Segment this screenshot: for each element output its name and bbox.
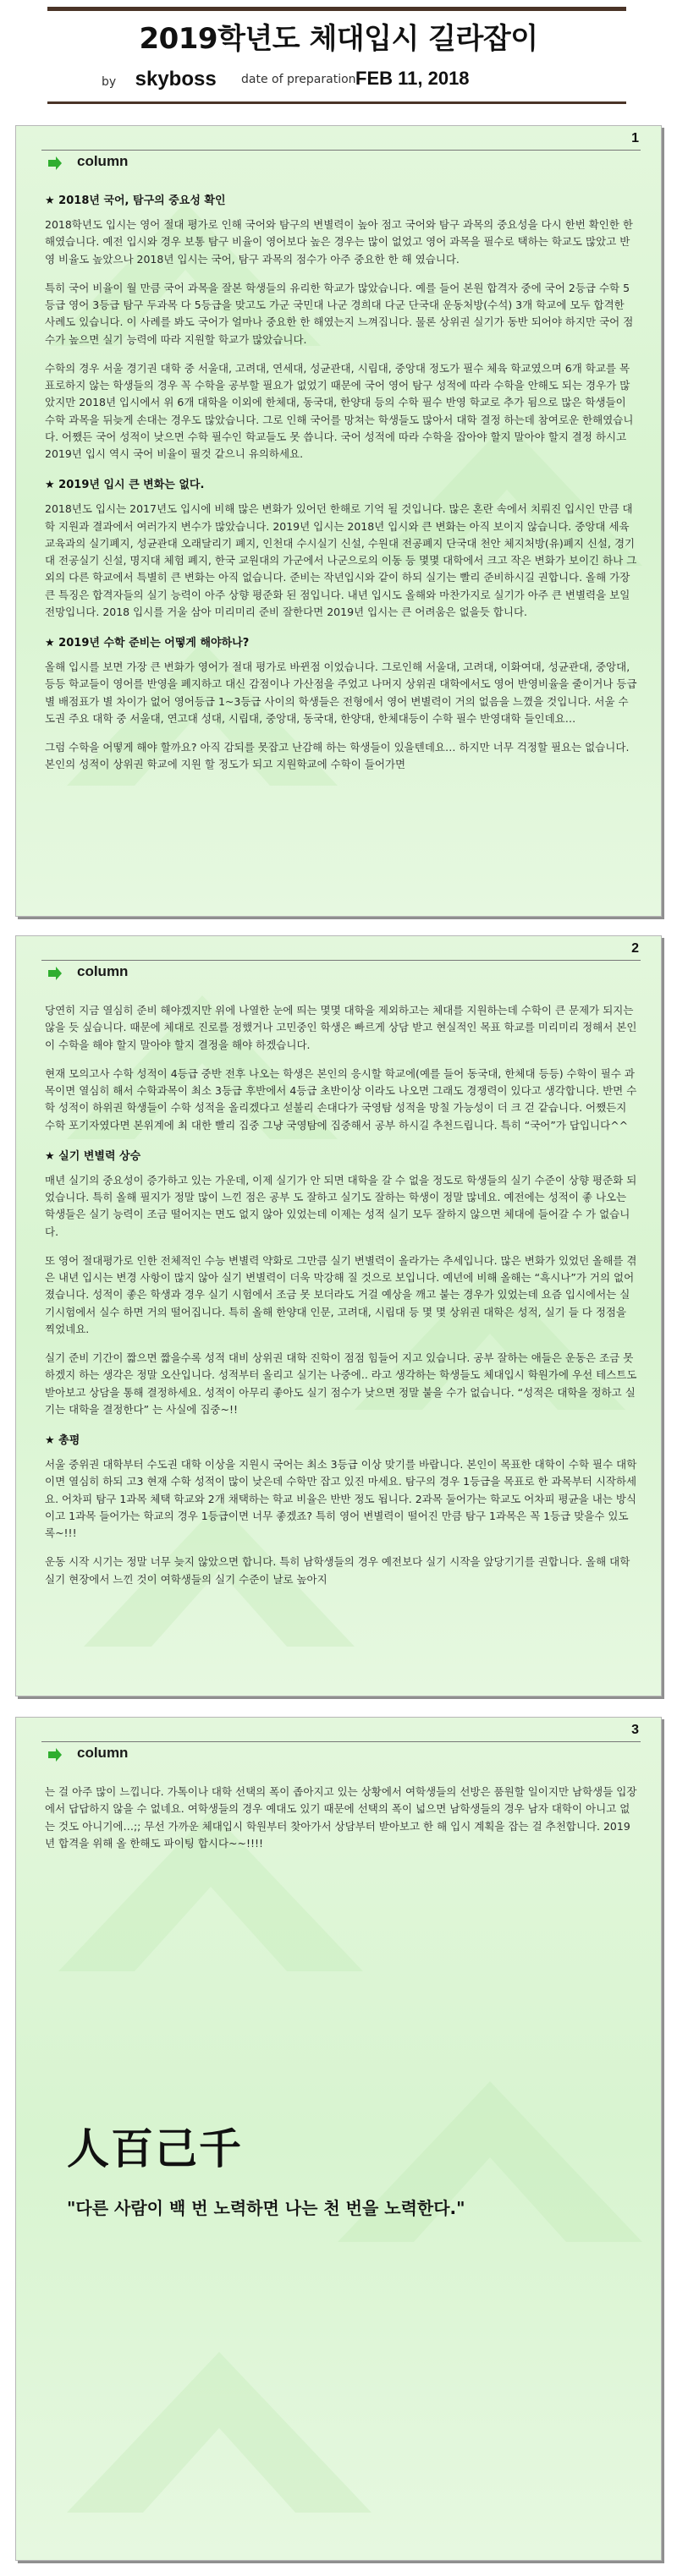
proverb-text: "다른 사람이 백 번 노력하면 나는 천 번을 노력한다.": [67, 2198, 465, 2218]
panel-number: 2: [631, 941, 639, 956]
paragraph: 는 걸 아주 많이 느낍니다. 가톡이나 대학 선택의 폭이 좁아지고 있는 상황에서 여학생들의 선방은 품원할 일이지만 남학생들 입장에서 답답하지 않을 수 없네요. 여학생들의 경우 예대도 있기 때문에 선택의 폭이 넓으면 남학생들의 경우 남자 대학이 아니고 없는 것도 아니기에…;; 무선 가까운 체대입시 학원부터 찾아가서 상담부터 받아보고 한 해 입시 계획을 잡는 걸 추천합니다. 2019년 합격을 위해 올 한해도 파이팅 합시다~~!!!!: [45, 1785, 637, 1850]
column-panel-1: [15, 125, 662, 917]
panel-rule: [41, 150, 641, 151]
panel-number: 3: [631, 1723, 639, 1737]
arrow-right-icon: [48, 156, 62, 170]
paragraph: 2018학년도 입시는 영어 절대 평가로 인해 국어와 탐구의 변별력이 높아 점고 국어와 탐구 과목의 중요성을 다시 한번 확인한 한해였습니다. 예전 입시와 경우 보통 탐구 비율이 영어보다 높은 경우는 많이 없었고 영어 과목을 필수로 택하는 학교도 많았고 반영 비율도 높았으나 2018년 입시는 국어, 탐구 과목의 점수가 아주 중요한 한 해 였습니다.: [45, 218, 634, 266]
section: [45, 1002, 637, 1134]
panel-header: [16, 1718, 661, 1765]
section-heading: ★ 총평: [45, 1434, 80, 1448]
section-heading: ★ 2019년 입시 큰 변화는 없다.: [45, 479, 205, 492]
paragraph: 현재 모의고사 수학 성적이 4등급 중반 전후 나오는 학생은 본인의 응시할 학교에(예를 들어 동국대, 한체대 등등) 수학이 필수 과목이면 열심히 해서 수학과목이 최소 3등급 후반에서 4등급 초반이상 이라도 나오면 그래도 경쟁력이 있다고 생각합니다. 반면 수학 성적이 하위권 학생들이 수학 성적을 올리겠다고 섣불리 손대다가 국영탐 성적을 망칠 가능성이 더 크 걷 같습니다. 어쨌든지 수학 포기자였다면 본위계에 최 대한 빨리 집중 그냥 국영탐에 집중해서 공부 하시길 추천드립니다. 특히 “국어”가 답입니다^^: [45, 1066, 637, 1132]
column-label: column: [77, 153, 129, 169]
panel-body: [45, 1002, 637, 1602]
paragraph: 2018년도 입시는 2017년도 입시에 비해 많은 변화가 있어던 한해로 기억 될 것입니다. 많은 혼란 속에서 치뤄진 입시인 만큼 대학 지원과 결과에서 여러가지 변수가 많았습니다. 2019년 입시는 2018년 입시와 큰 변화는 아직 보이지 않습니다. 중앙대 세육교육과의 실기폐지, 성균관대 오래달리기 폐지, 인천대 수시실기 신설, 수원대 전공폐지 단국대 천안 체지처방(유)폐지 신설, 경기대 전공실기 신설, 명지대 체험 폐지, 한국 교원대의 가군에서 나군으로의 이동 등 몇몇 대학에서 크고 작은 변화가 보이긴 하나 그외의 다른 학교에서 특별히 큰 변화는 아직 없습니다. 준비는 작년입시와 같이 하되 실기는 빨리 준비하시길 권합니다. 올해 가장 큰 특징은 합격자들의 실기 능력이 아주 상향 평준화 된 점입니다. 내년 입시도 올해와 마찬가지로 실기가 아주 큰 변별력을 보일 전망입니다. 2018 입시를 거울 삼아 미리미리 준비 잘한다면 2019년 입시는 큰 어려움은 없을듯 합니다.: [45, 502, 637, 618]
header-top-rule: [47, 7, 626, 11]
paragraph: 그럼 수학을 어떻게 해야 할까요? 아직 감되를 못잡고 난감해 하는 학생들이 있을텐데요… 하지만 너무 걱정할 필요는 없습니다. 본인의 성적이 상위권 학교에 지원 할 정도가 되고 지원학교에 수학이 들어가면: [45, 741, 630, 771]
paragraph: 서울 중위권 대학부터 수도권 대학 이상을 지원시 국어는 최소 3등급 이상 맞기를 바랍니다. 본인이 목표한 대학이 수학 필수 대학이면 열심히 하되 고3 현재 수학 성적이 많이 낮은데 수학만 잡고 있진 마세요. 탐구의 경우 1등급을 목표로 한 과목부터 시작하세요. 어차피 탐구 1과목 체택 학교와 2개 채택하는 학교 비율은 반반 정도 됩니다. 2과목 둘어가는 학교도 어차피 평균을 내는 방식이고 1과목 들어가는 학교의 경우 1등급이면 너무 좋겠죠? 특히 영어 변별력이 떨어진 만큼 탐구 1과목은 꼭 1등급 맞을수 있도록~!!!: [45, 1458, 637, 1540]
panel-number: 1: [631, 131, 639, 145]
section-heading: ★ 실기 변별력 상승: [45, 1149, 141, 1163]
paragraph: 수학의 경우 서울 경기권 대학 중 서울대, 고려대, 연세대, 성균관대, 시립대, 중앙대 정도가 필수 체육 학교였으며 6개 학교를 목표로하지 않는 학생들의 경우 꼭 수학을 공부할 필요가 없었기 때문에 국어 영어 탐구 성적에 따라 수학을 안해도 되는 경우가 많았지만 2018년 입시에서 위 6개 대학을 이외에 한체대, 동국대, 한양대 등의 수학 필수 반영 학교로 추가 됨으로 많은 학생들이 수학 과목을 뒤늦게 손대는 경우도 많았습니다. 그로 인해 국어를 망쳐는 학생들도 많아서 대학 결정 하는데 참여로운 한해였습니다. 어쨌든 국어 성적이 낮으면 수학 필수인 학교들도 못 씁니다. 국어 성적에 따라 수학을 잡아야 할지 말아야 할지 결정 하시고 2019년 입시 역시 국어 비율이 필것 같으니 유의하세요.: [45, 361, 634, 461]
arrow-right-icon: [48, 967, 62, 980]
date-label: date of preparation: [241, 73, 356, 86]
section-heading: ★ 2018년 국어, 탐구의 중요성 확인: [45, 195, 226, 207]
section: [45, 1432, 637, 1588]
section: [45, 476, 637, 621]
panel-rule: [41, 1741, 641, 1742]
panel-body: [45, 192, 637, 787]
panel-body: [45, 1784, 637, 1866]
document-title: 2019학년도 체대입시 길라잡이: [139, 22, 538, 56]
proverb-block: [67, 2115, 659, 2219]
author-name: skyboss: [135, 68, 217, 90]
paragraph: 실기 준비 기간이 짧으면 짧을수록 성적 대비 상위권 대학 진학이 점점 힘들어 지고 있습니다. 공부 잘하는 애들은 운동은 조금 못하겠지 하는 생각은 정말 오산입니다. 성적부터 올리고 실기는 나중에.. 라고 생각하는 학생들도 체대입시 학원가에 우선 테스트도 받아보고 상담을 통해 결정하세요. 성적이 아무리 좋아도 실기 점수가 낮으면 정말 붙을 수가 없습니다. “성적은 대학을 정하고 실기는 대학을 결정한다” 는 사실에 집중~!!: [45, 1351, 637, 1416]
column-label: column: [77, 963, 129, 979]
paragraph: 당연히 지금 열심히 준비 해야겠지만 위에 나열한 눈에 띄는 몇몇 대학을 제외하고는 체대를 지원하는데 수학이 큰 문제가 되지는 않을 듯 싶습니다. 때문에 체대로 진로를 정했거나 고민중인 학생은 빠르게 상담 받고 현실적인 목표 학교를 미리미리 정해서 본인이 수학을 해야 할지 말아야 할지 결정을 해야 하겠습니다.: [45, 1004, 637, 1051]
column-panel-2: [15, 935, 662, 1696]
section-heading: ★ 2019년 수학 준비는 어떻게 해야하나?: [45, 637, 250, 650]
panel-rule: [41, 960, 641, 961]
column-label: column: [77, 1745, 129, 1761]
date-value: FEB 11, 2018: [355, 68, 470, 89]
by-label: by: [102, 75, 117, 89]
section: [45, 634, 637, 774]
arrow-right-icon: [48, 1748, 62, 1762]
section: [45, 192, 637, 463]
section: [45, 1148, 637, 1418]
section: [45, 1784, 637, 1852]
panel-header: [16, 936, 661, 984]
paragraph: 운동 시작 시기는 정말 너무 늦지 않았으면 합니다. 특히 남학생들의 경우 예전보다 실기 시작을 앞당기기를 권합니다. 올해 대학 실기 현장에서 느낀 것이 여학생들의 실기 수준이 날로 높아지: [45, 1555, 630, 1586]
column-panel-3: [15, 1717, 662, 2561]
proverb-title: 人百己千: [67, 2124, 243, 2173]
header-bottom-rule: [47, 101, 626, 104]
panel-header: [16, 126, 661, 173]
byline: [102, 68, 626, 91]
paragraph: 올해 입시를 보면 가장 큰 변화가 영어가 절대 평가로 바뀐점 이었습니다. 그로인해 서울대, 고려대, 이화여대, 성균관대, 중앙대, 등등 학교들이 영어를 반영을 폐지하고 대신 감점이나 가산점을 주었고 나머지 상위권 대학에서도 영어 반영비율을 줄이거나 등급별 배점표가 별 차이가 없어 영어등급 1~3등급 사이의 학생들은 전형에서 영어 변별력이 거의 없음을 느꼈을 것입니다. 서울 수도권 주요 대학 중 서울대, 연고대 성대, 시립대, 중앙대, 동국대, 한양대, 한체대등이 수학 필수 반영대학 들인데요…: [45, 660, 637, 725]
paragraph: 또 영어 절대평가로 인한 전체적인 수능 변별력 약화로 그만큼 실기 변별력이 올라가는 추세입니다. 많은 변화가 있었던 올해를 겪은 내년 입시는 변경 사항이 많지 않아 실기 변별력이 더욱 막강해 질 것으로 보입니다. 예년에 비해 올해는 “흑시나”가 거의 없어졌습니다. 성적이 좋은 학생과 경우 실기 시험에서 조금 못 보더라도 거걸 예상을 깨고 붙는 경우가 있었는데 요즘 입시에서는 실기시험에서 실수 하면 거의 떨어집니다. 특히 올해 한양대 인문, 고려대, 시립대 등 몇 몇 상위권 대학은 성적, 실기 들 다 정점을 찍었네요.: [45, 1253, 637, 1335]
paragraph: 매년 실기의 중요성이 증가하고 있는 가운데, 이제 실기가 안 되면 대학을 갈 수 없을 정도로 학생들의 실기 수준이 상향 평준화 되었습니다. 특히 올해 필지가 정말 많이 느낀 점은 공부 도 잘하고 실기도 잘하는 학생이 정말 많네요. 예전에는 성적이 좋 나오는 학생들은 실기 능력이 조금 떨어지는 면도 없지 않아 있었는데 이제는 성적 실기 모두 잘하지 않으면 체대에 들어갈 수 가 없습니다.: [45, 1173, 637, 1238]
paragraph: 특히 국어 비율이 월 만큼 국어 과목을 잘본 학생들의 유리한 학교가 많았습니다. 예를 들어 본원 합격자 중에 국어 2등급 수학 5등급 영어 3등급 탐구 두과목 다 5등급을 맞고도 가군 국민대 나군 경희대 다군 단국대 운동처방(수석) 3개 학교에 모두 합격한 사례도 있습니다. 이 사례를 봐도 국어가 얼마나 중요한 한 해였는지 느껴집니다. 물론 상위권 실기가 동반 되어야 하지만 국어 점수가 높으면 실기 능력에 따라 지원할 학교가 많았습니다.: [45, 281, 634, 346]
